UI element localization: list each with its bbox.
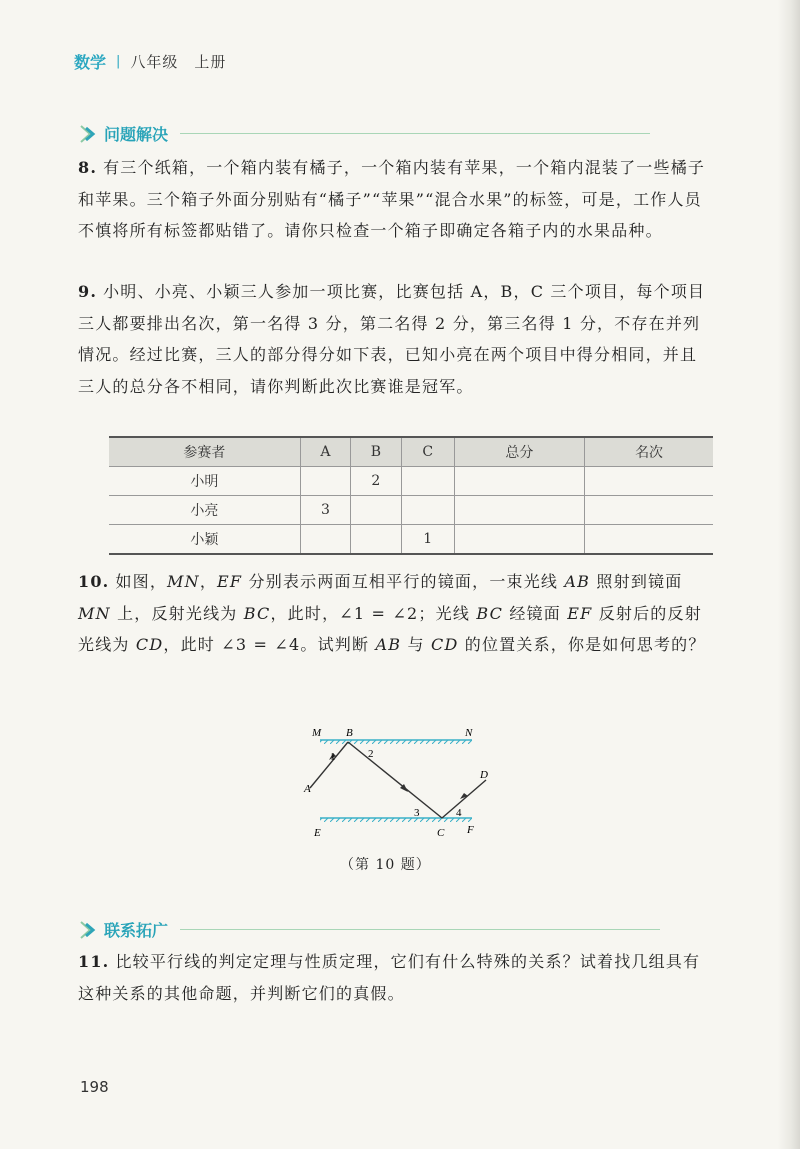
table-cell xyxy=(454,467,585,496)
label-d: D xyxy=(480,769,488,781)
table-cell xyxy=(585,525,713,555)
math-symbol: MN xyxy=(78,603,111,623)
table-cell xyxy=(300,467,350,496)
math-symbol: BC xyxy=(243,603,271,623)
problem-9 xyxy=(78,276,714,402)
section-heading-extension xyxy=(78,918,660,941)
label-a: A xyxy=(304,783,311,795)
table-cell: 小明 xyxy=(109,467,300,496)
table-row xyxy=(109,496,713,525)
label-c: C xyxy=(437,827,445,839)
math-symbol: CD xyxy=(431,635,459,654)
math-symbol: EF xyxy=(567,603,593,623)
table-header-cell: A xyxy=(300,437,350,467)
page-number: 198 xyxy=(80,1078,109,1096)
header-separator: | xyxy=(116,54,121,69)
problem-number: 11. xyxy=(78,952,110,971)
score-table xyxy=(109,436,713,555)
table-cell: 3 xyxy=(300,496,350,525)
label-m: M xyxy=(312,727,322,739)
section-heading-problem-solving xyxy=(78,122,650,145)
table-header-cell: C xyxy=(401,437,454,467)
chevron-right-icon xyxy=(78,919,100,941)
table-header-cell: 名次 xyxy=(585,437,713,467)
page-header xyxy=(74,50,226,73)
table-cell xyxy=(454,525,585,555)
ray-bc xyxy=(348,742,442,818)
label-angle-4: 4 xyxy=(456,807,462,819)
problem-text: 上，反射光线为 xyxy=(110,603,244,623)
table-cell: 小颖 xyxy=(109,525,300,555)
header-book: 八年级 上册 xyxy=(130,53,227,71)
table-row xyxy=(109,525,713,555)
math-symbol: MN xyxy=(167,572,200,591)
ray-cd xyxy=(442,780,486,818)
table-cell xyxy=(350,496,401,525)
figure-caption: （第 10 题） xyxy=(340,857,431,873)
table-cell xyxy=(401,467,454,496)
table-row xyxy=(109,467,713,496)
table-header-cell: B xyxy=(350,437,401,467)
section-title: 问题解决 xyxy=(104,125,169,144)
reflection-diagram xyxy=(300,720,500,845)
table-cell xyxy=(585,467,713,496)
problem-number: 9. xyxy=(78,282,98,301)
section-rule xyxy=(180,133,650,134)
table-cell: 2 xyxy=(350,467,401,496)
header-subject: 数学 xyxy=(74,53,107,72)
problem-text: ，此时，∠1 = ∠2；光线 xyxy=(270,603,477,623)
table-header-cell: 参赛者 xyxy=(109,437,300,467)
problem-text: 如图， xyxy=(115,572,168,591)
table-cell: 小亮 xyxy=(109,496,300,525)
section-title: 联系拓广 xyxy=(104,921,169,940)
label-e: E xyxy=(314,827,321,839)
problem-text: 有三个纸箱，一个箱内装有橘子，一个箱内装有苹果，一个箱内混装了一些橘子和苹果。三个箱子外面分别贴有“橘子”“苹果”“混合水果”的标签，可是，工作人员不慎将所有标签都贴错了。请你只检查一个箱子即确定各箱子内的水果品种。 xyxy=(78,158,706,240)
page-edge-shadow xyxy=(778,0,800,1149)
mirror-reflection-figure xyxy=(300,720,500,845)
table-header-cell: 总分 xyxy=(454,437,585,467)
table-cell xyxy=(350,525,401,555)
label-angle-3: 3 xyxy=(414,807,420,819)
problem-number: 8. xyxy=(78,158,98,177)
table-cell xyxy=(454,496,585,525)
problem-11 xyxy=(78,946,714,1009)
label-b: B xyxy=(346,727,353,739)
label-f: F xyxy=(467,824,474,836)
chevron-right-icon xyxy=(78,123,100,145)
problem-text: 小明、小亮、小颖三人参加一项比赛，比赛包括 A，B，C 三个项目，每个项目三人都要排出名次，第一名得 3 分，第二名得 2 分，第三名得 1 分，不存在并列情况。经过比赛，三人的部分得分如下表，已知小亮在两个项目中得分相同，并且三人的总分各不相同，请你判断此次比赛谁是冠军。 xyxy=(78,282,706,396)
table-cell xyxy=(401,496,454,525)
problem-text: 与 xyxy=(401,635,431,654)
math-symbol: EF xyxy=(217,572,243,591)
problem-text: ，此时 ∠3 = ∠4。试判断 xyxy=(163,635,376,654)
label-angle-2: 2 xyxy=(368,748,374,760)
label-n: N xyxy=(465,727,473,739)
problem-text: ， xyxy=(199,572,218,591)
problem-text: 反射后的反射光线为 xyxy=(78,603,702,654)
math-symbol: AB xyxy=(375,635,402,654)
label-angle-1: 1 xyxy=(330,751,336,763)
problem-text: 照射到镜面 xyxy=(590,572,683,591)
problem-text: 的位置关系，你是如何思考的？ xyxy=(458,635,706,654)
problem-number: 10. xyxy=(78,572,110,591)
problem-8 xyxy=(78,152,714,247)
math-symbol: BC xyxy=(476,603,504,623)
section-rule xyxy=(180,929,660,930)
problem-text: 比较平行线的判定定理与性质定理，它们有什么特殊的关系？试着找几组具有这种关系的其他命题，并判断它们的真假。 xyxy=(78,952,701,1003)
math-symbol: CD xyxy=(135,635,164,654)
table-cell: 1 xyxy=(401,525,454,555)
problem-10 xyxy=(78,566,714,661)
problem-text: 分别表示两面互相平行的镜面，一束光线 xyxy=(242,572,565,591)
ray-ab xyxy=(310,742,348,788)
math-symbol: AB xyxy=(564,572,591,591)
table-header-row xyxy=(109,437,713,467)
table-cell xyxy=(585,496,713,525)
problem-text: 经镜面 xyxy=(503,603,568,623)
table-cell xyxy=(300,525,350,555)
